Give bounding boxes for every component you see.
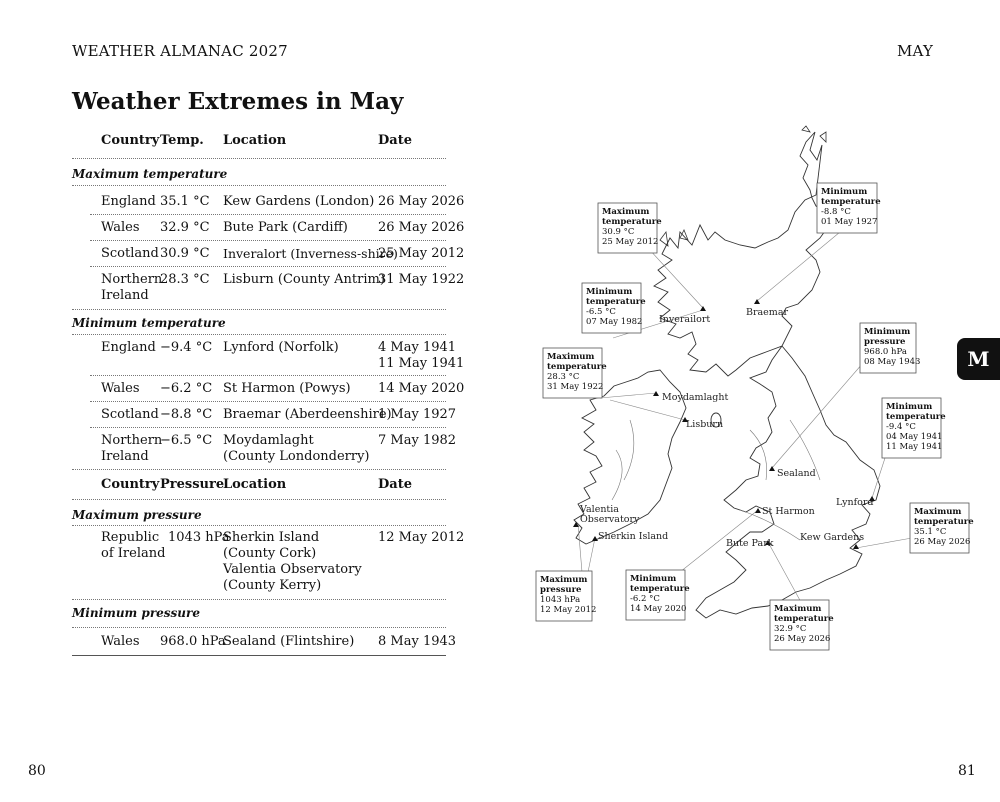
cell-country: Wales bbox=[101, 634, 140, 649]
section-min-pressure: Minimum pressure bbox=[72, 606, 200, 620]
divider bbox=[90, 266, 446, 267]
cell-value: −9.4 °C bbox=[160, 340, 213, 355]
uk-ireland-map bbox=[520, 120, 974, 660]
divider bbox=[72, 499, 446, 500]
label-bute-park: Bute Park bbox=[726, 538, 774, 549]
col-header-date: Date bbox=[378, 133, 412, 148]
label-inverailort: Inverailort bbox=[659, 314, 711, 325]
callout-max-temp-scotland bbox=[598, 203, 662, 253]
cell-value: −6.5 °C bbox=[160, 433, 213, 448]
cell-date: 7 May 1982 bbox=[378, 433, 457, 448]
cell-value: 968.0 hPa bbox=[160, 634, 226, 649]
cell-location: St Harmon (Powys) bbox=[223, 381, 351, 396]
islands bbox=[660, 126, 826, 246]
cell-value: 30.9 °C bbox=[160, 246, 210, 261]
cell-country: England bbox=[101, 340, 156, 355]
label-observatory: Observatory bbox=[580, 514, 640, 525]
svg-text:temperature: temperature bbox=[547, 362, 607, 372]
cell-date: 26 May 2026 bbox=[378, 220, 465, 235]
callout-min-pressure-wales bbox=[860, 323, 920, 373]
marker-inverailort bbox=[700, 306, 706, 311]
svg-text:temperature: temperature bbox=[914, 517, 974, 527]
callout-min-temp-england bbox=[882, 398, 946, 458]
section-max-temp: Maximum temperature bbox=[72, 167, 228, 181]
cell-date: 14 May 2020 bbox=[378, 381, 465, 396]
col-header-country: Country bbox=[101, 133, 160, 148]
col-header-location: Location bbox=[223, 477, 287, 492]
cell-date: 12 May 2012 bbox=[378, 530, 465, 545]
svg-text:11 May 1941: 11 May 1941 bbox=[886, 442, 943, 452]
col-header-country: Country bbox=[101, 477, 160, 492]
cell-value: −6.2 °C bbox=[160, 381, 213, 396]
divider bbox=[90, 240, 446, 241]
svg-text:pressure: pressure bbox=[864, 337, 906, 347]
svg-text:31 May 1922: 31 May 1922 bbox=[547, 382, 604, 392]
cell-country: Northern bbox=[101, 433, 163, 448]
svg-text:-9.4 °C: -9.4 °C bbox=[886, 422, 916, 432]
label-sealand: Sealand bbox=[777, 468, 816, 479]
col-header-location: Location bbox=[223, 133, 287, 148]
running-header-right: MAY bbox=[897, 42, 934, 60]
svg-text:32.9 °C: 32.9 °C bbox=[774, 624, 807, 634]
svg-text:01 May 1927: 01 May 1927 bbox=[821, 217, 878, 227]
svg-text:04 May 1941: 04 May 1941 bbox=[886, 432, 943, 442]
svg-text:968.0 hPa: 968.0 hPa bbox=[864, 347, 907, 357]
svg-text:temperature: temperature bbox=[821, 197, 881, 207]
svg-text:1043 hPa: 1043 hPa bbox=[540, 595, 581, 605]
cell-location: Kew Gardens (London) bbox=[223, 194, 375, 209]
col-header-temp: Temp. bbox=[160, 133, 204, 148]
svg-text:28.3 °C: 28.3 °C bbox=[547, 372, 580, 382]
callout-max-temp-northern-ireland bbox=[543, 348, 607, 398]
cell-location: Bute Park (Cardiff) bbox=[223, 220, 348, 235]
svg-text:Minimum: Minimum bbox=[586, 287, 633, 297]
cell-location: Moydamlaght bbox=[223, 433, 314, 448]
svg-text:temperature: temperature bbox=[774, 614, 834, 624]
svg-text:temperature: temperature bbox=[886, 412, 946, 422]
label-st-harmon: St Harmon bbox=[762, 506, 815, 517]
cell-date: 25 May 2012 bbox=[378, 246, 465, 261]
svg-text:30.9 °C: 30.9 °C bbox=[602, 227, 635, 237]
cell-country: Scotland bbox=[101, 246, 159, 261]
svg-text:07 May 1982: 07 May 1982 bbox=[586, 317, 643, 327]
svg-text:Maximum: Maximum bbox=[602, 207, 650, 217]
cell-date: 8 May 1943 bbox=[378, 634, 457, 649]
cell-country: Wales bbox=[101, 381, 140, 396]
section-min-temp: Minimum temperature bbox=[72, 316, 226, 330]
month-thumb-tab: M bbox=[957, 338, 1000, 380]
rivers bbox=[612, 420, 820, 540]
callout-min-temp-scotland bbox=[817, 183, 881, 233]
cell-country: of Ireland bbox=[101, 546, 166, 561]
svg-text:Minimum: Minimum bbox=[864, 327, 911, 337]
divider bbox=[72, 469, 446, 470]
cell-value: −8.8 °C bbox=[160, 407, 213, 422]
cell-country: Wales bbox=[101, 220, 140, 235]
cell-location: Valentia Observatory bbox=[223, 562, 362, 577]
svg-text:pressure: pressure bbox=[540, 585, 582, 595]
cell-location: Lisburn (County Antrim) bbox=[223, 272, 385, 287]
cell-location: Braemar (Aberdeenshire) bbox=[223, 407, 392, 422]
cell-date: 1 May 1927 bbox=[378, 407, 457, 422]
svg-text:temperature: temperature bbox=[630, 584, 690, 594]
divider bbox=[90, 214, 446, 215]
section-max-pressure: Maximum pressure bbox=[72, 508, 202, 522]
cell-country: England bbox=[101, 194, 156, 209]
callout-max-pressure-ireland bbox=[536, 571, 596, 621]
cell-location: Lynford (Norfolk) bbox=[223, 340, 339, 355]
cell-location: Inveralort (Inverness-shire) bbox=[223, 246, 398, 261]
cell-date: 11 May 1941 bbox=[378, 356, 465, 371]
label-kew-gardens: Kew Gardens bbox=[800, 532, 865, 543]
svg-text:temperature: temperature bbox=[586, 297, 646, 307]
svg-text:Maximum: Maximum bbox=[547, 352, 595, 362]
divider bbox=[72, 627, 446, 628]
svg-text:Minimum: Minimum bbox=[630, 574, 677, 584]
divider bbox=[90, 375, 446, 376]
label-sherkin-island: Sherkin Island bbox=[598, 531, 669, 542]
divider bbox=[90, 427, 446, 428]
cell-location: (County Londonderry) bbox=[223, 449, 370, 464]
svg-text:14 May 2020: 14 May 2020 bbox=[630, 604, 687, 614]
cell-location: Sherkin Island bbox=[223, 530, 320, 545]
svg-text:-8.8 °C: -8.8 °C bbox=[821, 207, 851, 217]
svg-text:26 May 2026: 26 May 2026 bbox=[774, 634, 831, 644]
cell-location: (County Cork) bbox=[223, 546, 317, 561]
svg-text:Minimum: Minimum bbox=[886, 402, 933, 412]
cell-date: 26 May 2026 bbox=[378, 194, 465, 209]
label-lisburn: Lisburn bbox=[686, 419, 724, 430]
svg-text:26 May 2026: 26 May 2026 bbox=[914, 537, 971, 547]
label-braemar: Braemar bbox=[746, 307, 789, 318]
svg-text:-6.5 °C: -6.5 °C bbox=[586, 307, 616, 317]
svg-text:12 May 2012: 12 May 2012 bbox=[540, 605, 597, 615]
cell-date: 31 May 1922 bbox=[378, 272, 465, 287]
cell-value: 1043 hPa bbox=[168, 530, 230, 545]
marker-sealand bbox=[769, 466, 775, 471]
divider bbox=[90, 401, 446, 402]
callout-min-temp-northern-ireland bbox=[582, 283, 646, 333]
marker-st-harmon bbox=[755, 508, 761, 513]
svg-text:Maximum: Maximum bbox=[914, 507, 962, 517]
svg-text:Maximum: Maximum bbox=[774, 604, 822, 614]
marker-moydamlaght bbox=[653, 391, 659, 396]
divider bbox=[72, 525, 446, 526]
svg-text:-6.2 °C: -6.2 °C bbox=[630, 594, 660, 604]
svg-text:Maximum: Maximum bbox=[540, 575, 588, 585]
svg-text:08 May 1943: 08 May 1943 bbox=[864, 357, 921, 367]
svg-text:25 May 2012: 25 May 2012 bbox=[602, 237, 659, 247]
cell-country: Ireland bbox=[101, 288, 149, 303]
cell-date: 4 May 1941 bbox=[378, 340, 457, 355]
cell-value: 32.9 °C bbox=[160, 220, 210, 235]
cell-country: Scotland bbox=[101, 407, 159, 422]
svg-text:temperature: temperature bbox=[602, 217, 662, 227]
cell-value: 35.1 °C bbox=[160, 194, 210, 209]
divider bbox=[72, 309, 446, 310]
cell-location: Sealand (Flintshire) bbox=[223, 634, 355, 649]
marker-braemar bbox=[754, 299, 760, 304]
page-title: Weather Extremes in May bbox=[72, 88, 404, 115]
label-lynford: Lynford bbox=[836, 497, 874, 508]
running-header-left: WEATHER ALMANAC 2027 bbox=[72, 42, 288, 60]
page-number-right: 81 bbox=[958, 763, 976, 779]
cell-country: Republic bbox=[101, 530, 160, 545]
divider bbox=[72, 599, 446, 600]
divider bbox=[72, 158, 446, 159]
callout-min-temp-wales bbox=[626, 570, 690, 620]
divider bbox=[72, 334, 446, 335]
col-header-date: Date bbox=[378, 477, 412, 492]
page-number-left: 80 bbox=[28, 763, 46, 779]
label-valentia: Valentia bbox=[580, 504, 619, 515]
label-moydamlaght: Moydamlaght bbox=[662, 392, 729, 403]
cell-location: (County Kerry) bbox=[223, 578, 322, 593]
cell-country: Ireland bbox=[101, 449, 149, 464]
svg-text:Minimum: Minimum bbox=[821, 187, 868, 197]
divider bbox=[72, 185, 446, 186]
svg-text:35.1 °C: 35.1 °C bbox=[914, 527, 947, 537]
callout-max-temp-wales bbox=[770, 600, 834, 650]
divider bbox=[72, 655, 446, 656]
col-header-pressure: Pressure bbox=[160, 477, 225, 492]
callout-max-temp-england bbox=[910, 503, 974, 553]
cell-value: 28.3 °C bbox=[160, 272, 210, 287]
cell-country: Northern bbox=[101, 272, 163, 287]
